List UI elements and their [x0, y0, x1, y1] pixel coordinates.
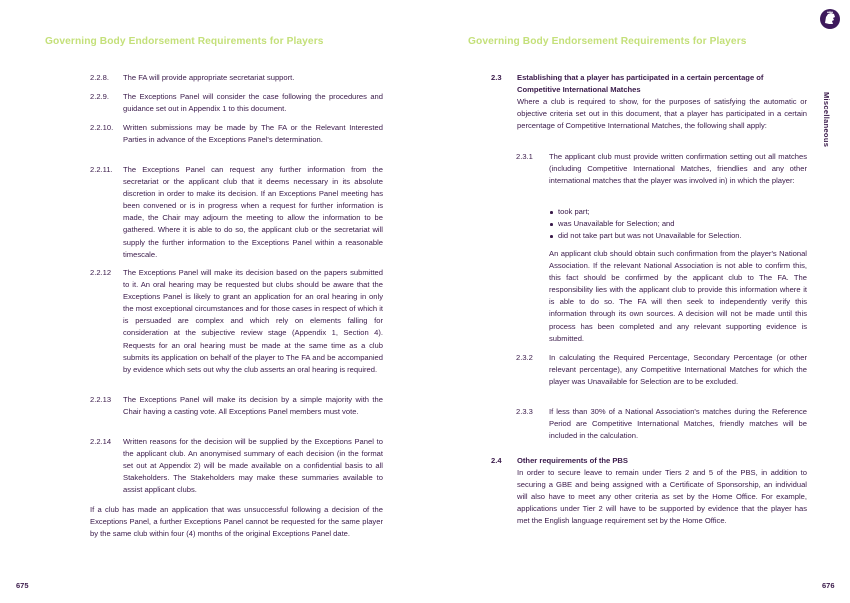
right-page: [425, 0, 850, 603]
bullet-took-part: took part;: [549, 206, 807, 218]
clause-text: The Exceptions Panel can request any further information from the secretariat or the applicant club that it deems necessary in its absolute discretion in order to make its decision. If an Exceptions Panel meeting has been convened or is in progress when a request for further information is made, the Chair may adjourn the meeting to allow the information to be gathered. Where it is able to do so, the applicant club or the secretariat will supply the further information to the Exceptions Panel within a reasonable timescale.: [123, 165, 383, 259]
clause-number: 2.2.13: [90, 395, 112, 404]
section-heading: Establishing that a player has participated in a certain percentage of Competitive International Matches: [517, 73, 764, 95]
clause-text: The FA will provide appropriate secretariat support.: [123, 73, 295, 82]
bullet-not-take-part: did not take part but was not Unavailable for Selection.: [549, 230, 807, 242]
clause-text: The Exceptions Panel will make its decision based on the papers submitted to it. An oral hearing may be requested but clubs should be aware that the Exceptions Panel is likely to grant an application for an oral hearing in only the most exceptional circumstances and for those cases in respect of which it is persuaded are complex and which rely on elements falling for consideration at the subjective review stage (Appendix 1, Section 4). Requests for an oral hearing must be made at the same time as a club submits its application on behalf of the player to The FA and be accompanied by evidence which sets out why the club asserts an oral hearing is required.: [123, 268, 383, 374]
clause-text: Written reasons for the decision will be supplied by the Exceptions Panel to the applicant club. An anonymised summary of each decision (in the format set out at Appendix 2) will be made available on a confidential basis to all Stakeholders. The Stakeholders may make these summaries available to assist applicant clubs.: [123, 437, 383, 495]
participation-bullets: [549, 206, 807, 242]
clause-number: 2.2.11.: [90, 165, 113, 174]
clause-number: 2.3.3: [516, 407, 533, 416]
clause-text: The Exceptions Panel will consider the case following the procedures and guidance set out in Appendix 1 to this document.: [123, 92, 383, 114]
clause-text: In calculating the Required Percentage, Secondary Percentage (or other relevant percentage), any Competitive International Matches for which the player was Unavailable for Selection are to be excluded.: [549, 353, 807, 387]
clause-text: Written submissions may be made by The FA or the Relevant Interested Parties in advance of the Exceptions Panel's determination.: [123, 123, 383, 145]
clause-number: 2.2.8.: [90, 73, 109, 82]
section-number: 2.4: [491, 456, 502, 465]
running-head-right: Governing Body Endorsement Requirements for Players: [468, 36, 747, 47]
clause-number: 2.2.10.: [90, 123, 114, 132]
clause-text: The applicant club must provide written confirmation setting out all matches (including Competitive International Matches, friendlies and any other international matches that the player was involved in) in which the player:: [549, 152, 807, 186]
page-number-left: 675: [16, 581, 29, 590]
section-number: 2.3: [491, 73, 502, 82]
page-number-right: 676: [822, 581, 835, 590]
lion-crest-icon: [819, 8, 841, 30]
clause-number: 2.2.12: [90, 268, 112, 277]
section-intro: Where a club is required to show, for the purposes of satisfying the automatic or objective criteria set out in this document, that a player has participated in a certain percentage of Competitive International Matches, the following shall apply:: [517, 97, 807, 131]
clause-text: The Exceptions Panel will make its decision by a simple majority with the Chair having a casting vote. All Exceptions Panel members must vote.: [123, 395, 383, 417]
bullet-unavailable: was Unavailable for Selection; and: [549, 218, 807, 230]
clause-number: 2.3.1: [516, 152, 533, 161]
closing-text: If a club has made an application that was unsuccessful following a decision of the Exceptions Panel, a further Exceptions Panel cannot be requested for the same player by the same club within four (4) months of the original Exceptions Panel date.: [90, 505, 383, 539]
section-heading: Other requirements of the PBS: [517, 456, 628, 465]
running-head-left: Governing Body Endorsement Requirements for Players: [45, 36, 324, 47]
clause-text: An applicant club should obtain such confirmation from the player's National Association. If the relevant National Association is not able to confirm this, this fact should be confirmed by the applicant club to The FA. The responsibility lies with the applicant club to provide this information where it is able to do so. The FA will then seek to independently verify this information through its own sources. A decision will not be made until this process has been completed and any relevant supporting evidence is submitted.: [549, 249, 807, 343]
section-text: In order to secure leave to remain under Tiers 2 and 5 of the PBS, in addition to securing a GBE and being assigned with a Certificate of Sponsorship, an individual will also have to meet any other criteria as set by the Home Office. For example, applications under Tier 2 will have to be supported by evidence that the player has met the English language requirement set by the Home Office.: [517, 468, 807, 526]
clause-number: 2.2.9.: [90, 92, 109, 101]
side-tab-miscellaneous: Miscellaneous: [822, 92, 831, 148]
clause-text: If less than 30% of a National Association's matches during the Reference Period are Competitive International Matches, friendly matches will be included in the calculation.: [549, 407, 807, 441]
clause-number: 2.2.14: [90, 437, 112, 446]
clause-number: 2.3.2: [516, 353, 533, 362]
